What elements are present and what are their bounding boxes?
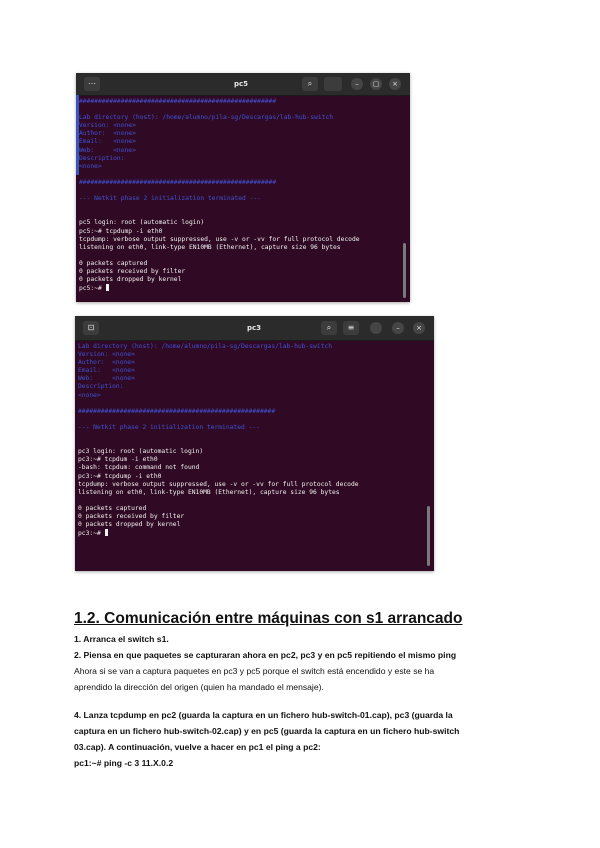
terminal-line-text: Lab directory (host): /home/alumno/pila-sg/Descargas/lab-hub-switch <box>79 114 334 122</box>
terminal-line-text: Author: <none> <box>79 130 136 138</box>
terminal-line <box>78 367 420 375</box>
terminal-line <box>79 228 396 236</box>
menu-button[interactable] <box>324 77 342 91</box>
terminal-line-text: pc3:~# <box>78 530 101 538</box>
terminal-line <box>79 284 396 292</box>
terminal-line-text: Author: <none> <box>78 359 135 367</box>
terminal-line-text: 0 packets captured <box>79 259 148 267</box>
terminal-line-text: <none> <box>79 162 102 170</box>
section-heading: 1.2. Comunicación entre máquinas con s1 arrancado <box>74 610 463 627</box>
terminal-line <box>79 171 396 179</box>
terminal-output[interactable] <box>78 343 420 571</box>
spacer <box>74 695 544 707</box>
terminal-line-text: Email: <none> <box>78 367 135 375</box>
close-button[interactable]: × <box>389 78 401 90</box>
terminal-line-text: #################################################### <box>79 98 277 105</box>
terminal-line-text: listening on eth0, link-type EN10MB (Ethernet), capture size 96 bytes <box>78 488 340 496</box>
title-bar[interactable] <box>76 73 410 96</box>
item-4-line-2: captura en un fichero hub-switch-02.cap) y en pc5 (guarda la captura en un fichero hub-switch <box>74 726 460 736</box>
terminal-line-text: 0 packets dropped by kernel <box>78 521 181 529</box>
terminal-line <box>78 464 420 472</box>
new-tab-button[interactable]: ⊡ <box>83 321 99 335</box>
terminal-line <box>78 383 420 391</box>
terminal-line-text: #################################################### <box>79 178 277 186</box>
restore-button[interactable] <box>370 322 382 334</box>
terminal-line-text: <none> <box>78 391 101 399</box>
terminal-line <box>78 505 420 513</box>
terminal-window-pc5[interactable] <box>76 73 410 302</box>
answer-line-2: aprendido la dirección del origen (quien ha mandado el mensaje). <box>74 682 324 692</box>
terminal-line <box>79 276 396 284</box>
search-button[interactable]: ⌕ <box>321 321 337 335</box>
terminal-line <box>79 260 396 268</box>
terminal-line <box>78 497 420 505</box>
terminal-line-text: tcpdump: verbose output suppressed, use -v or -vv for full protocol decode <box>79 235 360 243</box>
terminal-line <box>78 521 420 529</box>
minimize-button[interactable]: – <box>392 322 404 334</box>
terminal-line-text: listening on eth0, link-type EN10MB (Ethernet), capture size 96 bytes <box>79 243 341 251</box>
item-1: 1. Arranca el switch s1. <box>74 634 169 644</box>
terminal-line <box>79 155 396 163</box>
document-body <box>74 631 544 771</box>
terminal-line-text: Email: <none> <box>79 138 136 146</box>
terminal-line-text: Description: <box>78 383 124 391</box>
maximize-button[interactable]: ▢ <box>370 78 382 90</box>
terminal-output[interactable] <box>79 98 396 302</box>
terminal-line <box>78 448 420 456</box>
terminal-line <box>78 424 420 432</box>
terminal-line-text: Version: <none> <box>78 351 135 359</box>
terminal-line <box>78 513 420 521</box>
terminal-line <box>78 489 420 497</box>
terminal-line <box>78 408 420 416</box>
terminal-line <box>79 147 396 155</box>
terminal-line <box>79 244 396 252</box>
terminal-line-text: pc5:~# tcpdump -i eth0 <box>79 227 163 235</box>
terminal-line <box>78 529 420 537</box>
scrollbar[interactable] <box>403 243 406 298</box>
terminal-line <box>78 416 420 424</box>
terminal-line <box>78 440 420 448</box>
terminal-line <box>79 106 396 114</box>
terminal-line <box>79 203 396 211</box>
item-4-line-3: 03.cap). A continuación, vuelve a hacer en pc1 el ping a pc2: <box>74 742 321 752</box>
terminal-line-text: Description: <box>79 154 125 162</box>
terminal-line-text: Web: <none> <box>79 146 136 154</box>
terminal-line-text: Lab directory (host): /home/alumno/pila-sg/Descargas/lab-hub-switch <box>78 343 333 350</box>
answer-line-1: Ahora si se van a captura paquetes en pc3 y pc5 porque el switch está encendido y este se ha <box>74 666 435 676</box>
terminal-line <box>79 252 396 260</box>
terminal-line-text: --- Netkit phase 2 initialization terminated --- <box>79 195 261 203</box>
terminal-line <box>79 98 396 106</box>
terminal-line-text: pc5 login: root (automatic login) <box>79 219 205 227</box>
terminal-line-text: pc3:~# tcpdump -i eth0 <box>78 472 162 480</box>
terminal-line <box>78 343 420 351</box>
terminal-line-text: pc5:~# <box>79 285 102 293</box>
terminal-line <box>79 236 396 244</box>
terminal-line <box>79 122 396 130</box>
text-cursor <box>106 284 109 291</box>
terminal-line-text: 0 packets received by filter <box>79 267 186 275</box>
terminal-line-text: Version: <none> <box>79 122 136 130</box>
terminal-line <box>79 163 396 171</box>
window-title: pc3 <box>247 324 262 332</box>
minimize-button[interactable]: – <box>351 78 363 90</box>
terminal-line <box>78 432 420 440</box>
terminal-line <box>78 392 420 400</box>
search-button[interactable]: ⌕ <box>302 77 318 91</box>
scrollbar[interactable] <box>427 506 430 566</box>
terminal-line-text: #################################################### <box>78 407 276 415</box>
terminal-line <box>78 351 420 359</box>
terminal-line <box>79 187 396 195</box>
terminal-line <box>78 400 420 408</box>
terminal-line-text: 0 packets dropped by kernel <box>79 276 182 284</box>
terminal-line <box>78 359 420 367</box>
menu-button[interactable]: ≡ <box>343 321 359 335</box>
terminal-line <box>79 211 396 219</box>
text-cursor <box>105 529 108 536</box>
command-line: pc1:~# ping -c 3 11.X.0.2 <box>74 758 174 768</box>
terminal-line <box>78 481 420 489</box>
terminal-line-text: pc3 login: root (automatic login) <box>78 448 204 456</box>
terminal-line-text: Web: <none> <box>78 375 135 383</box>
terminal-line-text: 0 packets received by filter <box>78 512 185 520</box>
terminal-line <box>78 456 420 464</box>
terminal-line <box>79 179 396 187</box>
terminal-line-text: tcpdump: verbose output suppressed, use -v or -vv for full protocol decode <box>78 480 359 488</box>
terminal-line <box>78 473 420 481</box>
terminal-line <box>79 195 396 203</box>
terminal-line <box>79 219 396 227</box>
terminal-line-text: pc3:~# tcpdum -i eth0 <box>78 456 158 464</box>
terminal-line <box>78 375 420 383</box>
terminal-window-pc3[interactable] <box>75 316 434 571</box>
terminal-line <box>79 138 396 146</box>
terminal-line-text: --- Netkit phase 2 initialization terminated --- <box>78 423 260 431</box>
terminal-line <box>79 130 396 138</box>
item-4-line-1: 4. Lanza tcpdump en pc2 (guarda la captura en un fichero hub-switch-01.cap), pc3 (guarda la <box>74 710 453 720</box>
terminal-line <box>79 114 396 122</box>
new-tab-button[interactable]: ⋯ <box>84 77 100 91</box>
window-title: pc5 <box>234 80 249 88</box>
item-2: 2. Piensa en que paquetes se capturaran ahora en pc2, pc3 y en pc5 repitiendo el mismo ping <box>74 650 457 660</box>
terminal-line-text: -bash: tcpdum: command not found <box>78 464 200 472</box>
terminal-line <box>79 268 396 276</box>
title-bar[interactable] <box>75 316 434 341</box>
terminal-line-text: 0 packets captured <box>78 504 147 512</box>
close-button[interactable]: × <box>413 322 425 334</box>
